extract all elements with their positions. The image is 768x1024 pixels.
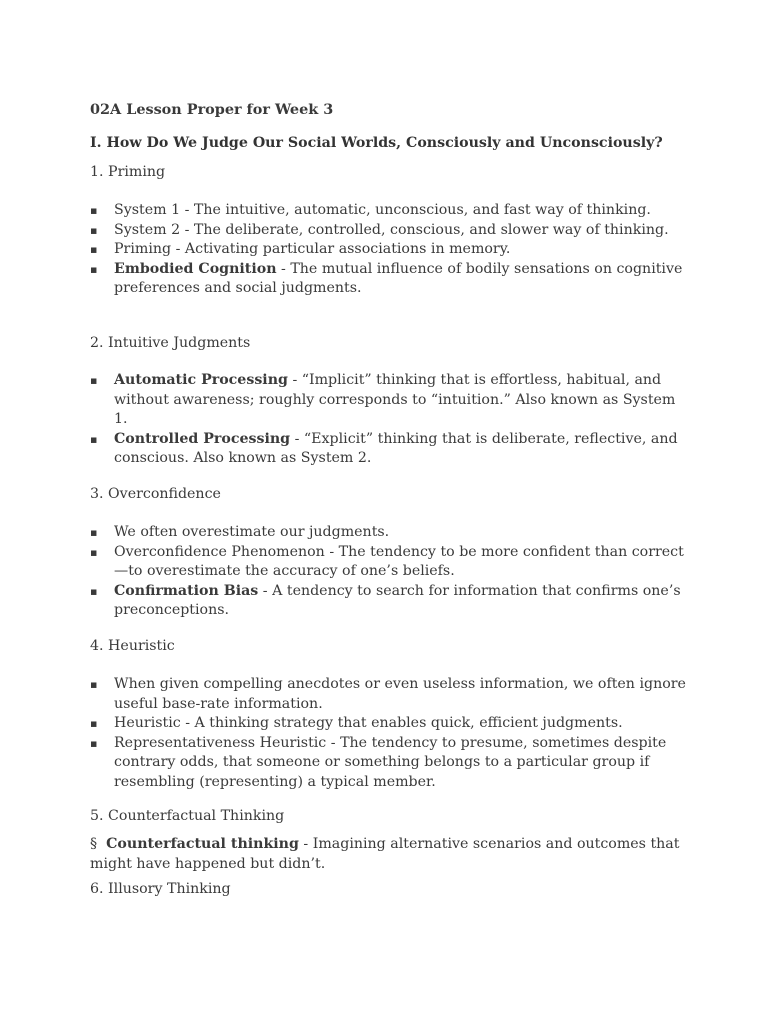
heuristic-title: 4. Heuristic — [90, 638, 175, 654]
intuitive-judgments-title: 2. Intuitive Judgments — [90, 335, 251, 351]
list-item: ▪ System 1 - The intuitive, automatic, unconscious, and fast way of thinking. — [90, 201, 690, 221]
heuristic-list — [90, 675, 690, 793]
list-item: ▪ Overconfidence Phenomenon - The tendency to be more confident than correct—to overestimate the accuracy of one’s beliefs. — [90, 543, 690, 582]
section-marker: § — [90, 836, 98, 852]
document-title: 02A Lesson Proper for Week 3 — [90, 101, 334, 118]
counterfactual-title: 5. Counterfactual Thinking — [90, 808, 285, 824]
overconfidence-list — [90, 523, 690, 621]
list-item: ▪ Automatic Processing - “Implicit” thinking that is effortless, habitual, and without awareness; roughly corresponds to “intuition.” Also known as System 1. — [90, 371, 690, 430]
list-item: ▪ Representativeness Heuristic - The tendency to presume, sometimes despite contrary odds, that someone or something belongs to a particular group if resembling (representing) a typical member. — [90, 734, 690, 793]
priming-list — [90, 201, 690, 299]
list-item: ▪ Confirmation Bias - A tendency to search for information that confirms one’s preconceptions. — [90, 582, 690, 621]
illusory-thinking-title: 6. Illusory Thinking — [90, 881, 231, 897]
list-item: ▪ We often overestimate our judgments. — [90, 523, 690, 543]
section-heading: I. How Do We Judge Our Social Worlds, Consciously and Unconsciously? — [90, 135, 663, 151]
list-item: ▪ Embodied Cognition - The mutual influence of bodily sensations on cognitive preferences and social judgments. — [90, 260, 690, 299]
priming-title: 1. Priming — [90, 164, 166, 180]
overconfidence-title: 3. Overconfidence — [90, 486, 221, 502]
intuitive-judgments-list — [90, 371, 690, 469]
counterfactual-paragraph: § Counterfactual thinking - Imagining alternative scenarios and outcomes that might have happened but didn’t. — [90, 836, 680, 872]
list-item: ▪ Controlled Processing - “Explicit” thinking that is deliberate, reflective, and conscious. Also known as System 2. — [90, 430, 690, 469]
list-item: ▪ System 2 - The deliberate, controlled, conscious, and slower way of thinking. — [90, 221, 690, 241]
list-item: ▪ Priming - Activating particular associations in memory. — [90, 240, 690, 260]
counterfactual-term: Counterfactual thinking — [106, 836, 299, 852]
list-item: ▪ Heuristic - A thinking strategy that enables quick, efficient judgments. — [90, 714, 690, 734]
list-item: ▪ When given compelling anecdotes or even useless information, we often ignore useful base-rate information. — [90, 675, 690, 714]
